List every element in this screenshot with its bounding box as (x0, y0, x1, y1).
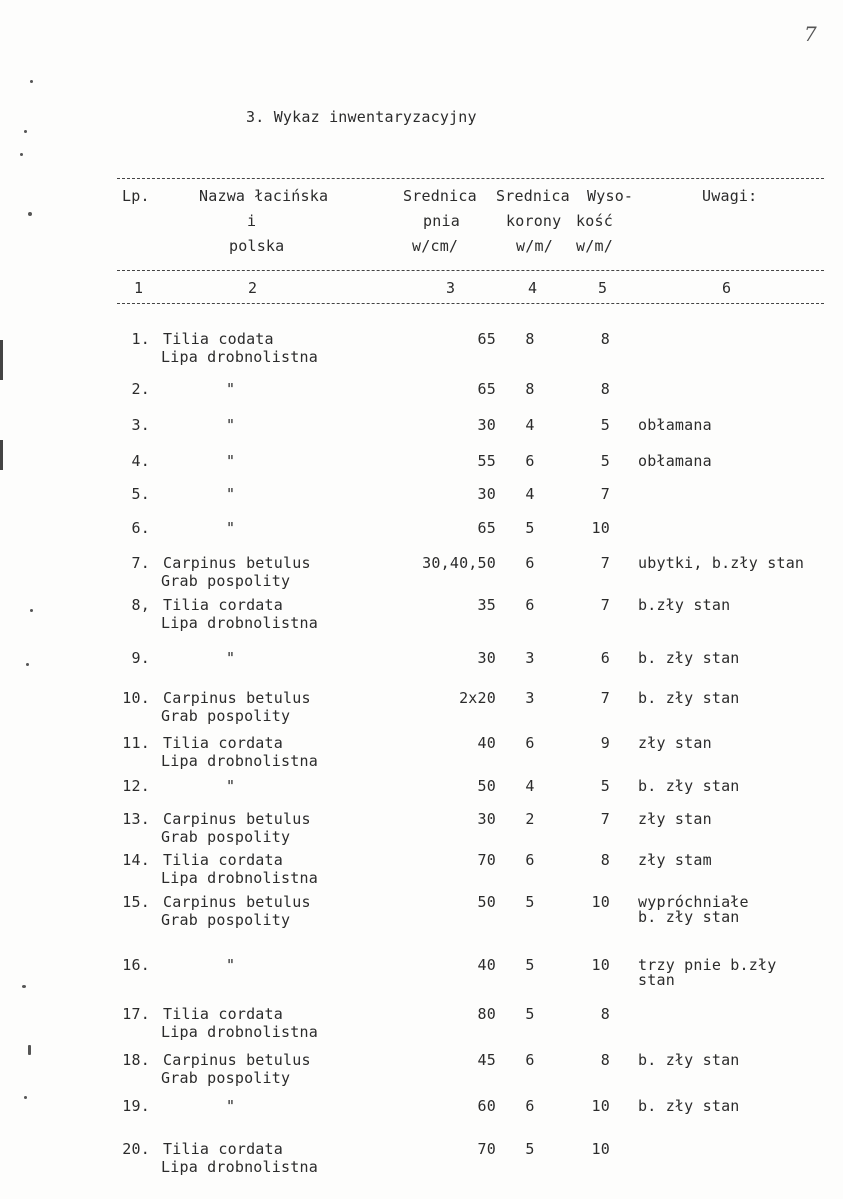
header-crown-line1: Srednica (496, 187, 570, 205)
header-name-line1: Nazwa łacińska (199, 187, 329, 205)
cell-crown-diameter: 5 (525, 893, 535, 911)
header-height-line3: w/m/ (576, 237, 613, 255)
speck-mark (28, 212, 32, 216)
cell-notes: zły stam (638, 851, 712, 869)
cell-trunk-diameter: 30,40,50 (422, 554, 496, 572)
cell-latin-name: Carpinus betulus (163, 810, 311, 828)
cell-ditto-mark: " (226, 956, 236, 974)
cell-latin-name: Carpinus betulus (163, 893, 311, 911)
cell-latin-name: Carpinus betulus (163, 1051, 311, 1069)
cell-notes-continued: stan (638, 971, 675, 989)
cell-notes: b. zły stan (638, 777, 740, 795)
cell-ditto-mark: " (226, 485, 236, 503)
header-trunk-line3: w/cm/ (412, 237, 459, 255)
cell-trunk-diameter: 50 (477, 893, 496, 911)
cell-lp: 1. (131, 330, 150, 348)
cell-latin-name: Tilia cordata (163, 596, 283, 614)
cell-lp: 18. (122, 1051, 150, 1069)
cell-trunk-diameter: 55 (477, 452, 496, 470)
cell-trunk-diameter: 80 (477, 1005, 496, 1023)
cell-crown-diameter: 6 (525, 734, 535, 752)
speck-mark (26, 663, 29, 666)
cell-height: 7 (600, 485, 610, 503)
speck-mark (28, 1045, 31, 1055)
cell-height: 5 (600, 777, 610, 795)
cell-notes: zły stan (638, 734, 712, 752)
cell-notes: b. zły stan (638, 689, 740, 707)
speck-mark (22, 985, 26, 988)
cell-trunk-diameter: 50 (477, 777, 496, 795)
cell-height: 7 (600, 554, 610, 572)
cell-notes: b. zły stan (638, 649, 740, 667)
cell-crown-diameter: 6 (525, 554, 535, 572)
cell-latin-name: Tilia cordata (163, 1140, 283, 1158)
cell-lp: 19. (122, 1097, 150, 1115)
header-height-line2: kość (576, 212, 613, 230)
cell-polish-name: Lipa drobnolistna (161, 348, 318, 366)
cell-height: 8 (600, 380, 610, 398)
column-number-1: 1 (134, 279, 144, 297)
cell-notes: b.zły stan (638, 596, 731, 614)
cell-crown-diameter: 8 (525, 330, 535, 348)
cell-polish-name: Grab pospolity (161, 828, 291, 846)
cell-notes: trzy pnie b.zły (638, 956, 777, 974)
speck-mark (24, 130, 27, 133)
speck-mark (24, 1096, 27, 1099)
speck-mark (20, 153, 23, 156)
header-name-line3: polska (229, 237, 285, 255)
section-title: 3. Wykaz inwentaryzacyjny (246, 108, 477, 126)
cell-height: 7 (600, 810, 610, 828)
cell-notes-continued: b. zły stan (638, 908, 740, 926)
cell-crown-diameter: 3 (525, 689, 535, 707)
header-crown-line2: korony (506, 212, 562, 230)
cell-height: 10 (591, 956, 610, 974)
cell-crown-diameter: 6 (525, 1051, 535, 1069)
column-numbers-rule (117, 303, 824, 304)
scan-edge-shadow (0, 340, 3, 380)
cell-crown-diameter: 5 (525, 1140, 535, 1158)
cell-notes: ubytki, b.zły stan (638, 554, 805, 572)
cell-lp: 8, (131, 596, 150, 614)
table-top-rule (117, 178, 824, 179)
cell-polish-name: Lipa drobnolistna (161, 1023, 318, 1041)
cell-lp: 14. (122, 851, 150, 869)
cell-notes: zły stan (638, 810, 712, 828)
cell-height: 10 (591, 893, 610, 911)
cell-lp: 3. (131, 416, 150, 434)
cell-ditto-mark: " (226, 1097, 236, 1115)
cell-polish-name: Grab pospolity (161, 911, 291, 929)
cell-crown-diameter: 5 (525, 519, 535, 537)
cell-latin-name: Tilia cordata (163, 1005, 283, 1023)
cell-crown-diameter: 4 (525, 416, 535, 434)
cell-height: 9 (600, 734, 610, 752)
cell-latin-name: Tilia cordata (163, 734, 283, 752)
cell-height: 6 (600, 649, 610, 667)
cell-notes: obłamana (638, 416, 712, 434)
cell-crown-diameter: 8 (525, 380, 535, 398)
cell-latin-name: Tilia cordata (163, 851, 283, 869)
cell-crown-diameter: 4 (525, 777, 535, 795)
cell-ditto-mark: " (226, 649, 236, 667)
cell-lp: 2. (131, 380, 150, 398)
cell-latin-name: Carpinus betulus (163, 689, 311, 707)
cell-height: 8 (600, 330, 610, 348)
cell-trunk-diameter: 35 (477, 596, 496, 614)
cell-ditto-mark: " (226, 519, 236, 537)
column-number-5: 5 (598, 279, 608, 297)
cell-ditto-mark: " (226, 416, 236, 434)
cell-notes: wypróchniałe (638, 893, 749, 911)
cell-crown-diameter: 6 (525, 596, 535, 614)
cell-height: 10 (591, 519, 610, 537)
cell-lp: 10. (122, 689, 150, 707)
column-number-6: 6 (722, 279, 732, 297)
column-number-3: 3 (446, 279, 456, 297)
cell-crown-diameter: 3 (525, 649, 535, 667)
header-notes: Uwagi: (702, 187, 758, 205)
cell-lp: 11. (122, 734, 150, 752)
cell-crown-diameter: 2 (525, 810, 535, 828)
cell-trunk-diameter: 70 (477, 1140, 496, 1158)
column-number-2: 2 (248, 279, 258, 297)
header-height-line1: Wyso- (587, 187, 634, 205)
cell-lp: 13. (122, 810, 150, 828)
cell-ditto-mark: " (226, 452, 236, 470)
cell-height: 8 (600, 1005, 610, 1023)
cell-trunk-diameter: 60 (477, 1097, 496, 1115)
cell-crown-diameter: 6 (525, 452, 535, 470)
header-trunk-line1: Srednica (403, 187, 477, 205)
cell-latin-name: Tilia codata (163, 330, 274, 348)
cell-latin-name: Carpinus betulus (163, 554, 311, 572)
cell-polish-name: Grab pospolity (161, 1069, 291, 1087)
cell-lp: 15. (122, 893, 150, 911)
cell-height: 5 (600, 416, 610, 434)
cell-trunk-diameter: 30 (477, 485, 496, 503)
cell-crown-diameter: 4 (525, 485, 535, 503)
scan-edge-shadow (0, 440, 3, 470)
page-number: 7 (804, 22, 817, 46)
cell-height: 8 (600, 851, 610, 869)
cell-lp: 7. (131, 554, 150, 572)
cell-lp: 12. (122, 777, 150, 795)
cell-trunk-diameter: 2x20 (459, 689, 496, 707)
cell-lp: 20. (122, 1140, 150, 1158)
speck-mark (30, 609, 33, 612)
speck-mark (30, 80, 33, 83)
header-crown-line3: w/m/ (516, 237, 553, 255)
cell-trunk-diameter: 30 (477, 416, 496, 434)
cell-lp: 5. (131, 485, 150, 503)
header-trunk-line2: pnia (423, 212, 460, 230)
cell-notes: obłamana (638, 452, 712, 470)
cell-polish-name: Lipa drobnolistna (161, 614, 318, 632)
cell-lp: 6. (131, 519, 150, 537)
header-lp: Lp. (122, 187, 150, 205)
cell-trunk-diameter: 65 (477, 380, 496, 398)
cell-polish-name: Grab pospolity (161, 707, 291, 725)
cell-trunk-diameter: 45 (477, 1051, 496, 1069)
cell-ditto-mark: " (226, 380, 236, 398)
cell-height: 8 (600, 1051, 610, 1069)
cell-height: 5 (600, 452, 610, 470)
cell-height: 7 (600, 689, 610, 707)
cell-lp: 4. (131, 452, 150, 470)
cell-trunk-diameter: 30 (477, 649, 496, 667)
cell-trunk-diameter: 65 (477, 330, 496, 348)
cell-lp: 16. (122, 956, 150, 974)
header-bottom-rule (117, 270, 824, 271)
cell-polish-name: Grab pospolity (161, 572, 291, 590)
cell-lp: 17. (122, 1005, 150, 1023)
cell-trunk-diameter: 70 (477, 851, 496, 869)
cell-notes: b. zły stan (638, 1051, 740, 1069)
cell-notes: b. zły stan (638, 1097, 740, 1115)
cell-polish-name: Lipa drobnolistna (161, 752, 318, 770)
cell-lp: 9. (131, 649, 150, 667)
header-name-line2: i (247, 212, 257, 230)
cell-trunk-diameter: 40 (477, 734, 496, 752)
cell-polish-name: Lipa drobnolistna (161, 1158, 318, 1176)
cell-trunk-diameter: 40 (477, 956, 496, 974)
cell-crown-diameter: 6 (525, 1097, 535, 1115)
cell-crown-diameter: 6 (525, 851, 535, 869)
cell-crown-diameter: 5 (525, 956, 535, 974)
cell-height: 7 (600, 596, 610, 614)
column-number-4: 4 (528, 279, 538, 297)
cell-height: 10 (591, 1140, 610, 1158)
cell-trunk-diameter: 30 (477, 810, 496, 828)
cell-trunk-diameter: 65 (477, 519, 496, 537)
cell-ditto-mark: " (226, 777, 236, 795)
cell-polish-name: Lipa drobnolistna (161, 869, 318, 887)
cell-crown-diameter: 5 (525, 1005, 535, 1023)
cell-height: 10 (591, 1097, 610, 1115)
